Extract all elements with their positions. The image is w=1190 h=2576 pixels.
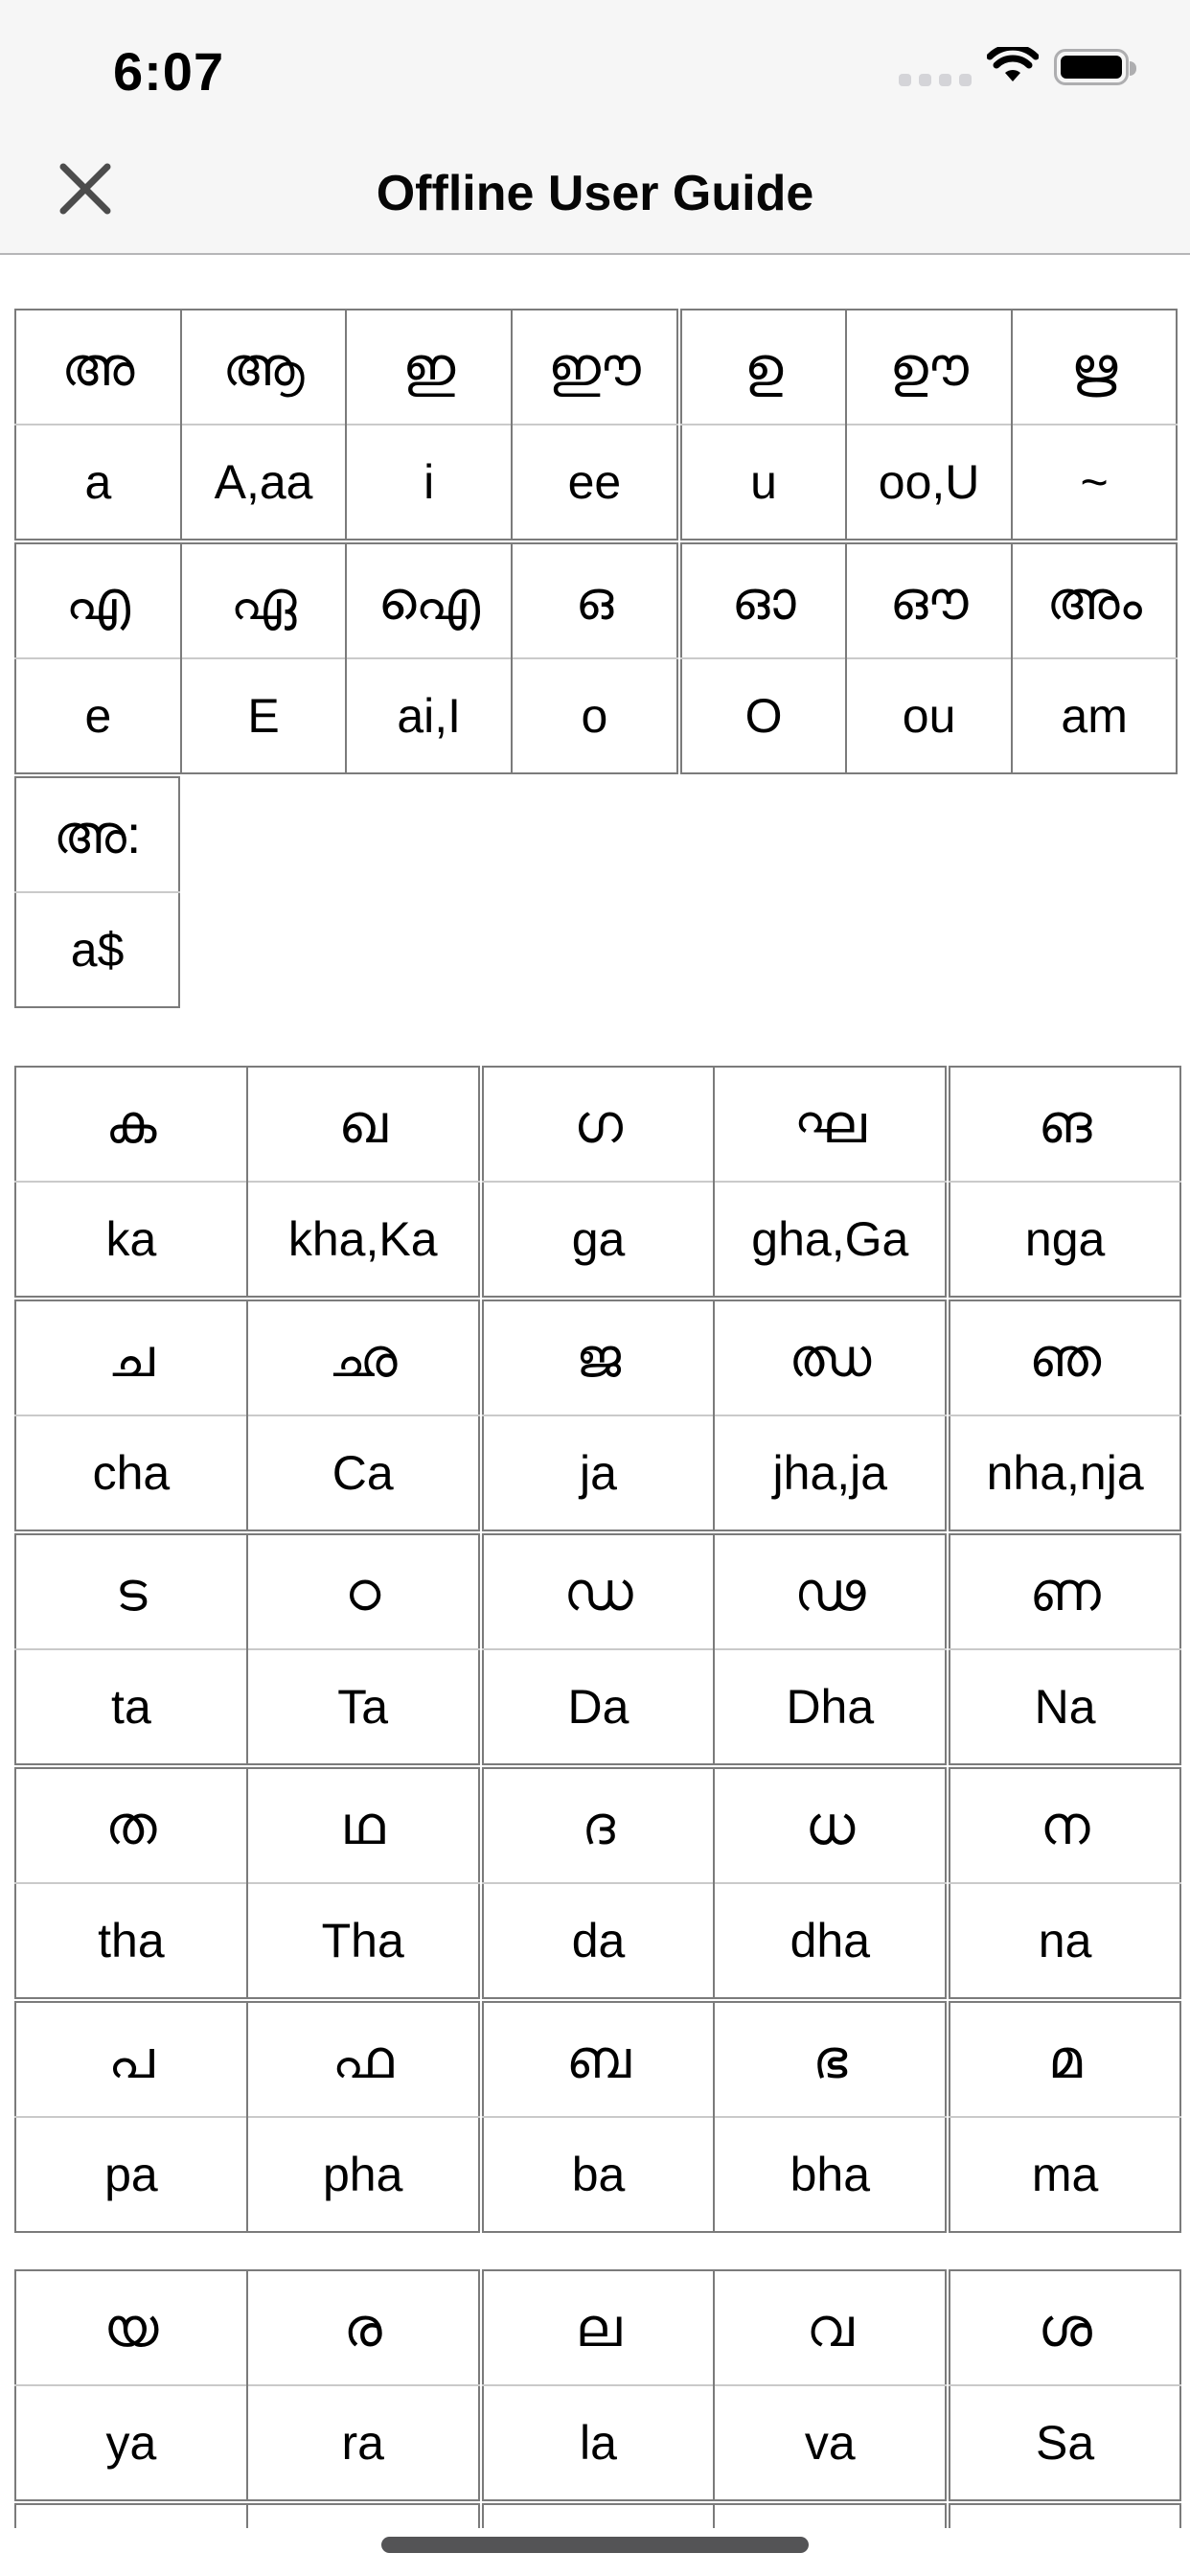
malayalam-letter-cell: ഘ xyxy=(714,1067,946,1182)
letter-row xyxy=(14,1300,1181,1531)
transliteration-cell: Ta xyxy=(247,1649,479,1764)
letter-table xyxy=(949,1300,1181,1531)
transliteration-cell: ou xyxy=(846,658,1012,773)
malayalam-letter-cell: ഗ xyxy=(574,1092,623,1154)
transliteration-cell: kha,Ka xyxy=(247,1182,479,1297)
cutoff-table xyxy=(482,2503,948,2528)
letter-table xyxy=(14,776,180,1008)
signal-dot xyxy=(939,74,951,86)
transliteration-cell: tha xyxy=(15,1883,247,1998)
malayalam-letter-cell: എ xyxy=(65,569,131,631)
cutoff-cell xyxy=(713,2505,945,2528)
malayalam-letter-cell: അ xyxy=(61,335,135,397)
transliteration-cell: da xyxy=(483,1883,715,1998)
letter-row xyxy=(14,776,1181,1008)
malayalam-letter-cell: ഭ xyxy=(714,2002,946,2117)
letter-table xyxy=(949,2269,1181,2501)
transliteration-cell: ~ xyxy=(1012,425,1178,540)
status-icons xyxy=(899,42,1136,92)
transliteration-cell: u xyxy=(681,425,847,540)
signal-dot xyxy=(919,74,931,86)
wifi-icon xyxy=(987,47,1039,87)
transliteration-cell: va xyxy=(714,2385,946,2500)
malayalam-letter-cell: ഝ xyxy=(714,1300,946,1415)
malayalam-letter-cell: ഏ xyxy=(181,543,347,658)
malayalam-letter-cell: ങ xyxy=(1038,1092,1092,1154)
transliteration-cell: Na xyxy=(950,1649,1180,1764)
battery-icon xyxy=(1054,49,1129,85)
home-indicator[interactable] xyxy=(381,2537,809,2553)
header xyxy=(0,0,1190,255)
transliteration-cell: E xyxy=(181,658,347,773)
letter-table xyxy=(680,309,1179,540)
malayalam-letter-cell: ജ xyxy=(575,1326,622,1388)
transliteration-cell: Da xyxy=(483,1649,715,1764)
malayalam-letter-cell: ഛ xyxy=(247,1300,479,1415)
cutoff-table xyxy=(14,2503,480,2528)
letter-table xyxy=(482,1066,948,1298)
vowels-section xyxy=(14,309,1181,1008)
letter-table xyxy=(14,2269,480,2501)
malayalam-letter-cell: ഋ xyxy=(1012,310,1178,425)
malayalam-letter-cell: ഡ xyxy=(563,1560,633,1622)
malayalam-letter-cell: ല xyxy=(575,2296,622,2358)
malayalam-letter-cell: ഫ xyxy=(247,2002,479,2117)
malayalam-letter-cell: അം xyxy=(1012,543,1178,658)
transliteration-cell: ma xyxy=(950,2117,1180,2232)
malayalam-letter-cell: ഈ xyxy=(512,310,677,425)
malayalam-letter-cell: ഉ xyxy=(744,335,784,397)
transliteration-cell: dha xyxy=(714,1883,946,1998)
cutoff-table xyxy=(949,2503,1181,2528)
letter-table xyxy=(949,2001,1181,2233)
malayalam-letter-cell: ണ xyxy=(1029,1560,1101,1622)
letter-row xyxy=(14,1066,1181,1298)
transliteration-cell: e xyxy=(15,658,181,773)
transliteration-cell: na xyxy=(950,1883,1180,1998)
cutoff-cell xyxy=(246,2505,478,2528)
letter-table xyxy=(482,1300,948,1531)
transliteration-cell: nga xyxy=(950,1182,1180,1297)
transliteration-cell: ja xyxy=(483,1415,715,1530)
transliteration-cell: o xyxy=(512,658,677,773)
transliteration-cell: jha,ja xyxy=(714,1415,946,1530)
letter-table xyxy=(949,1767,1181,1999)
transliteration-cell: a$ xyxy=(15,892,179,1007)
transliteration-cell: nha,nja xyxy=(950,1415,1180,1530)
malayalam-letter-cell: യ xyxy=(103,2296,159,2358)
malayalam-letter-cell: ഓ xyxy=(731,569,796,631)
battery-fill xyxy=(1061,56,1122,79)
transliteration-cell: ta xyxy=(15,1649,247,1764)
transliteration-cell: Dha xyxy=(714,1649,946,1764)
transliteration-cell: pha xyxy=(247,2117,479,2232)
letter-row xyxy=(14,1767,1181,1999)
transliteration-cell: ya xyxy=(15,2385,247,2500)
malayalam-letter-cell: ഒ xyxy=(512,543,677,658)
letter-table xyxy=(949,1066,1181,1298)
malayalam-letter-cell: ദ xyxy=(582,1794,615,1855)
transliteration-cell: ka xyxy=(15,1182,247,1297)
malayalam-letter-cell: ത xyxy=(105,1794,157,1855)
letter-row xyxy=(14,2001,1181,2233)
malayalam-letter-cell: ച xyxy=(107,1326,155,1388)
letter-table xyxy=(482,2269,948,2501)
transliteration-cell: bha xyxy=(714,2117,946,2232)
malayalam-letter-cell: ധ xyxy=(714,1768,946,1883)
letter-table xyxy=(14,2001,480,2233)
malayalam-letter-cell: ഔ xyxy=(846,543,1012,658)
transliteration-cell: cha xyxy=(15,1415,247,1530)
status-time: 6:07 xyxy=(113,41,225,102)
signal-dot xyxy=(959,74,972,86)
guide-content xyxy=(14,257,1181,2530)
letter-table xyxy=(14,542,678,774)
letter-row xyxy=(14,2269,1181,2501)
malayalam-letter-cell: ബ xyxy=(565,2028,631,2089)
transliteration-cell: am xyxy=(1012,658,1178,773)
malayalam-letter-cell: ഊ xyxy=(846,310,1012,425)
transliteration-cell: pa xyxy=(15,2117,247,2232)
letter-table xyxy=(14,1767,480,1999)
transliteration-cell: Sa xyxy=(950,2385,1180,2500)
transliteration-cell: gha,Ga xyxy=(714,1182,946,1297)
malayalam-letter-cell: ഞ xyxy=(1029,1326,1102,1388)
cutoff-cell xyxy=(950,2505,1179,2528)
letter-row xyxy=(14,542,1181,774)
transliteration-cell: ra xyxy=(247,2385,479,2500)
cutoff-cell xyxy=(484,2505,714,2528)
letter-table xyxy=(482,2001,948,2233)
transliteration-cell: O xyxy=(681,658,847,773)
letter-row xyxy=(14,309,1181,540)
transliteration-cell: ai,I xyxy=(346,658,512,773)
transliteration-cell: ga xyxy=(483,1182,715,1297)
malayalam-letter-cell: ഢ xyxy=(714,1534,946,1649)
letter-table xyxy=(14,309,678,540)
letter-table xyxy=(14,1066,480,1298)
consonants-section xyxy=(14,1066,1181,2233)
cellular-signal-icon xyxy=(899,74,972,86)
transliteration-cell: la xyxy=(483,2385,715,2500)
letter-table xyxy=(14,1533,480,1765)
transliteration-cell: a xyxy=(15,425,181,540)
malayalam-letter-cell: ഐ xyxy=(346,543,512,658)
cutoff-cell xyxy=(16,2505,246,2528)
transliteration-cell: i xyxy=(346,425,512,540)
transliteration-cell: A,aa xyxy=(181,425,347,540)
transliteration-cell: ee xyxy=(512,425,677,540)
malayalam-letter-cell: ആ xyxy=(181,310,347,425)
transliteration-cell: Ca xyxy=(247,1415,479,1530)
malayalam-letter-cell: ന xyxy=(1040,1794,1090,1855)
malayalam-letter-cell: മ xyxy=(1048,2028,1083,2089)
malayalam-letter-cell: വ xyxy=(714,2270,946,2385)
signal-dot xyxy=(899,74,911,86)
malayalam-letter-cell: ഠ xyxy=(247,1534,479,1649)
malayalam-letter-cell: ക xyxy=(105,1092,157,1154)
malayalam-letter-cell: പ xyxy=(107,2028,154,2089)
malayalam-letter-cell: അ: xyxy=(53,803,142,864)
letter-table xyxy=(482,1767,948,1999)
transliteration-cell: oo,U xyxy=(846,425,1012,540)
malayalam-letter-cell: ര xyxy=(247,2270,479,2385)
letter-table xyxy=(482,1533,948,1765)
letter-table xyxy=(949,1533,1181,1765)
letter-table xyxy=(680,542,1179,774)
malayalam-letter-cell: ഥ xyxy=(247,1768,479,1883)
transliteration-cell: ba xyxy=(483,2117,715,2232)
page-title: Offline User Guide xyxy=(376,166,814,221)
transliteration-cell: Tha xyxy=(247,1883,479,1998)
malayalam-letter-cell: ഇ xyxy=(346,310,512,425)
malayalam-letter-cell: ട xyxy=(115,1560,148,1622)
cutoff-next-row xyxy=(14,2503,1181,2528)
malayalam-letter-cell: ശ xyxy=(1038,2296,1092,2358)
letter-table xyxy=(14,1300,480,1531)
letter-row xyxy=(14,1533,1181,1765)
semivowels-section xyxy=(14,2269,1181,2501)
malayalam-letter-cell: ഖ xyxy=(247,1067,479,1182)
battery-nub xyxy=(1130,61,1136,76)
